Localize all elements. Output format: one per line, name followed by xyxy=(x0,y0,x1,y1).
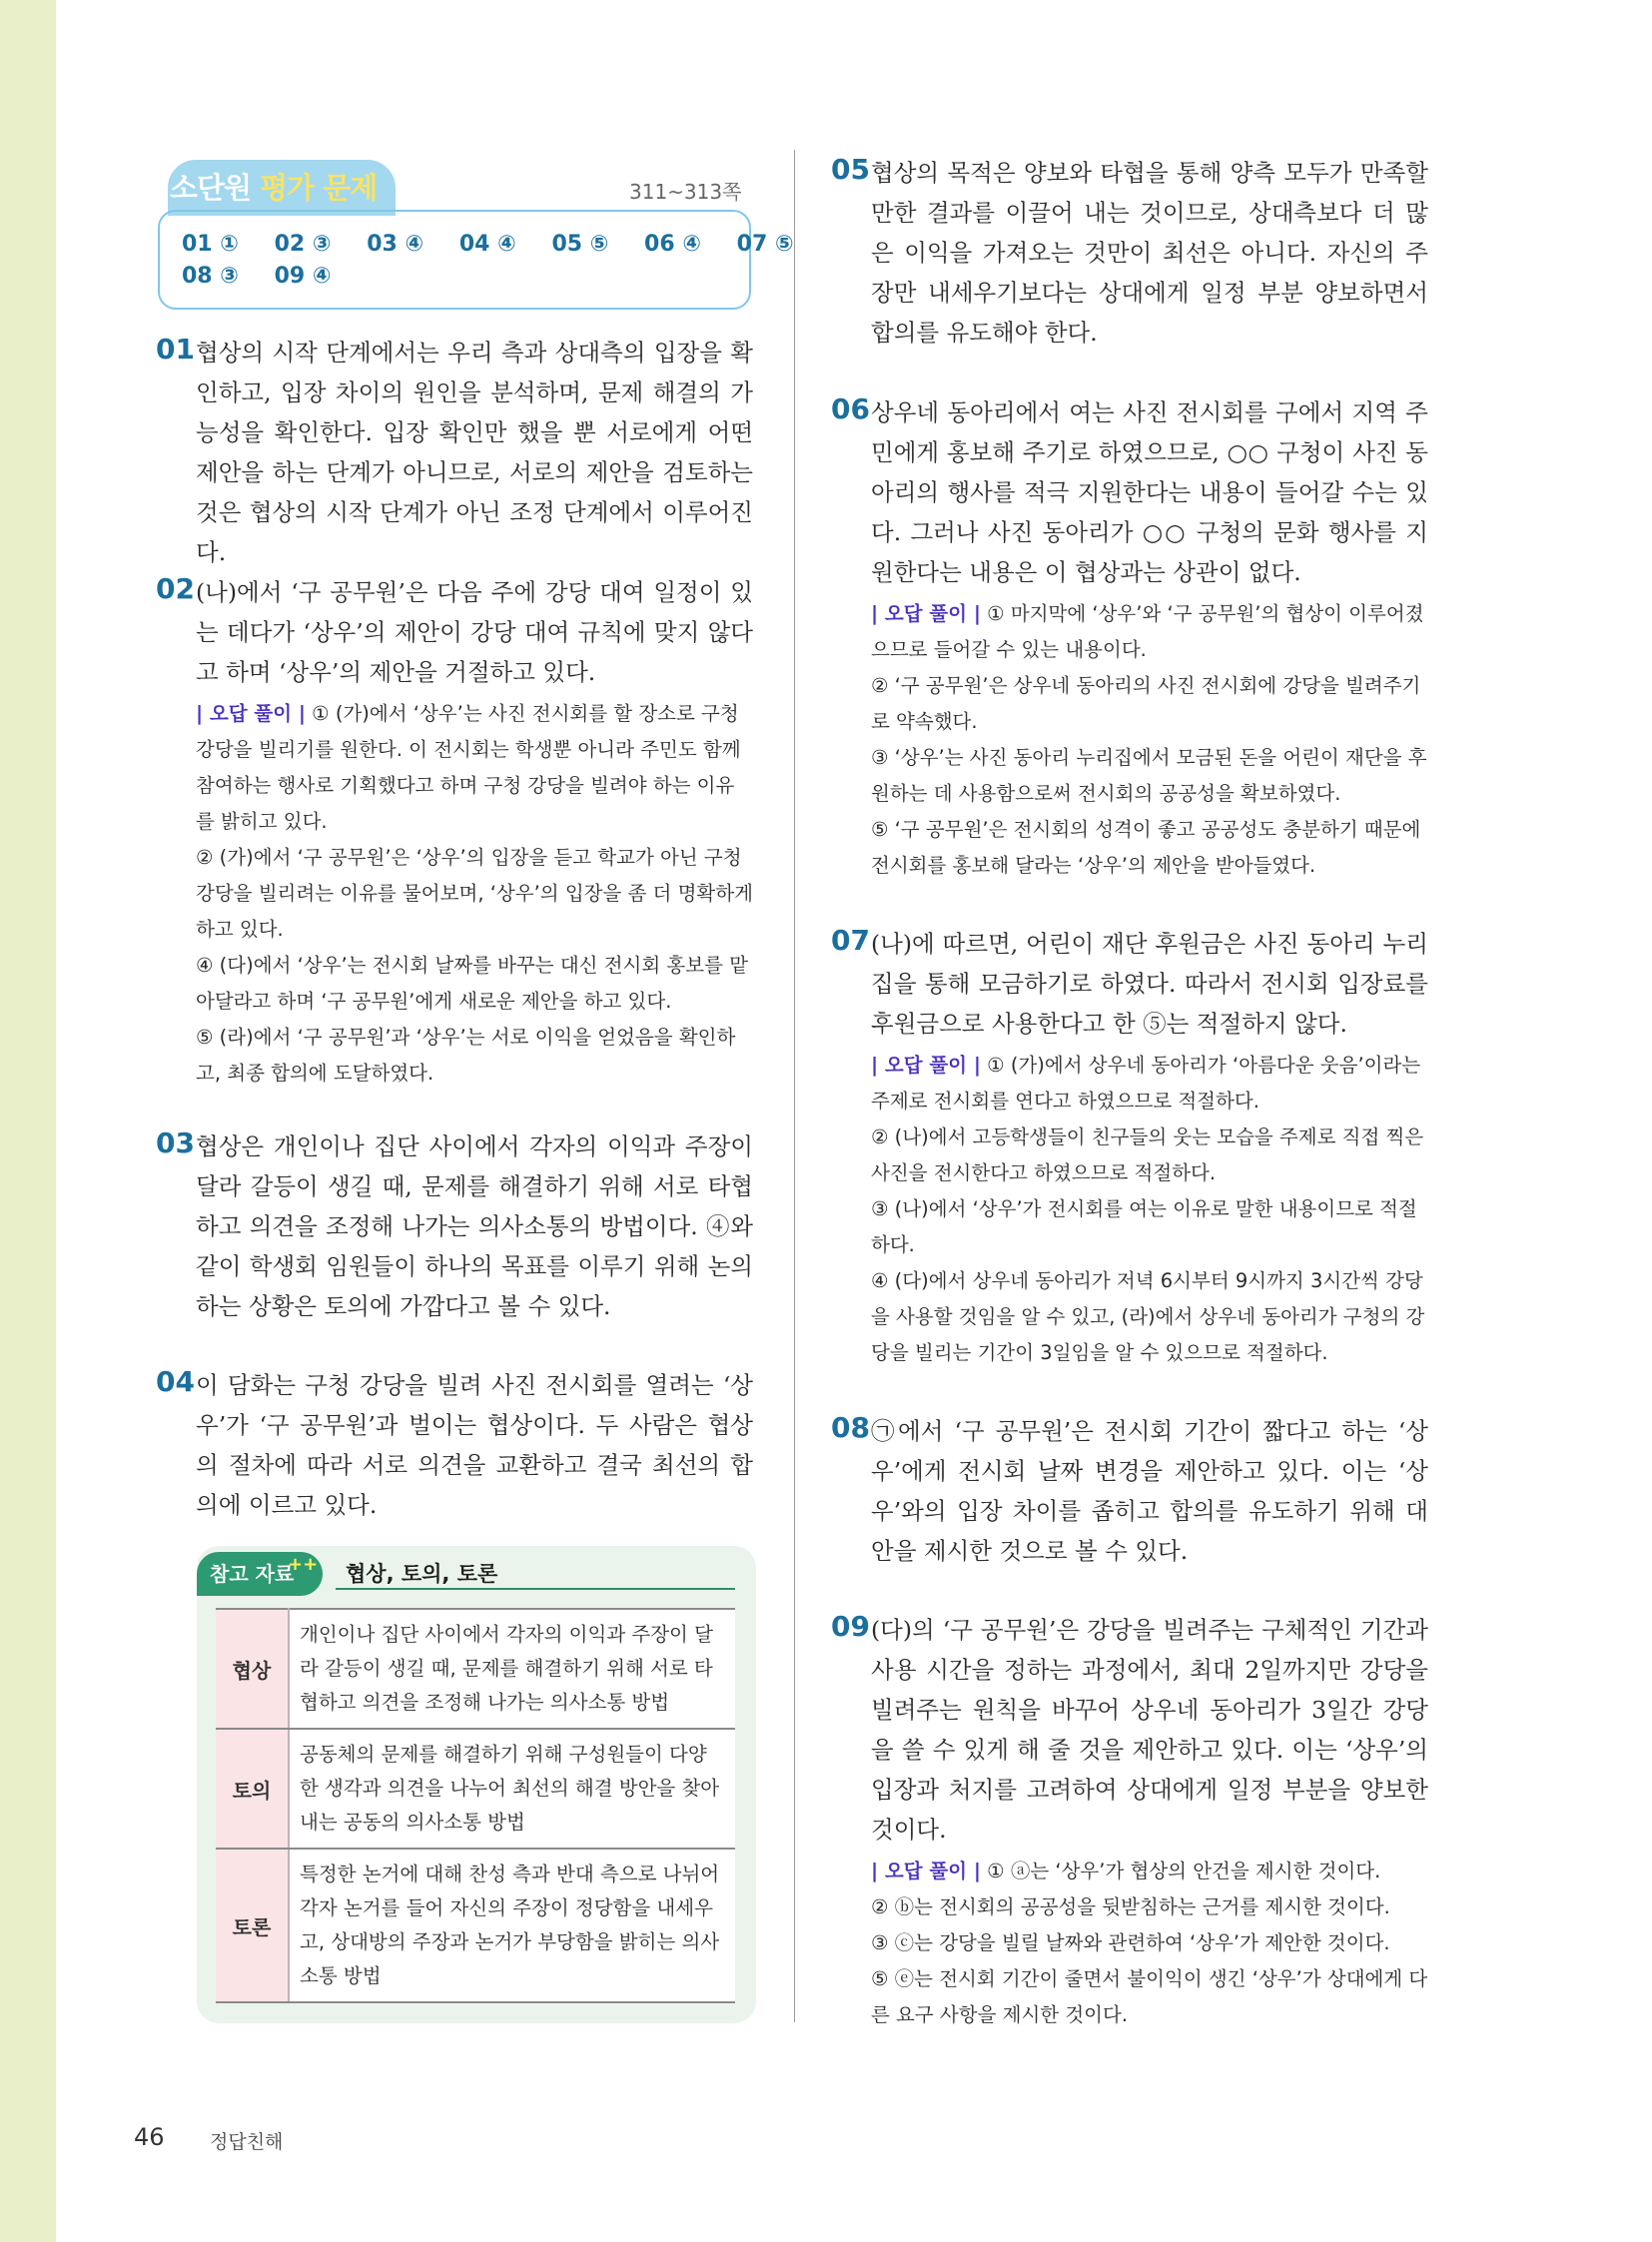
question-number: 09 xyxy=(831,1610,870,1643)
question-number: 02 xyxy=(156,572,195,605)
question-number: 01 xyxy=(156,333,195,366)
note-item: ③ ‘상우’는 사진 동아리 누리집에서 모금된 돈을 어린이 재단을 후원하는 데 사용함으로써 전시회의 공공성을 확보하였다. xyxy=(871,746,1427,805)
wrong-answer-label: | 오답 풀이 | xyxy=(871,1054,981,1077)
wrong-answer-label: | 오답 풀이 | xyxy=(871,602,981,625)
answer-key-row-1 xyxy=(182,232,822,257)
section-title: 소단원 평가 문제 xyxy=(170,171,378,205)
question-03 xyxy=(156,1126,753,1326)
note-item: | 오답 풀이 | ① (가)에서 상우네 동아리가 ‘아름다운 웃음’이라는 주제로 전시회를 연다고 하였으므로 적절하다. xyxy=(871,1054,1421,1113)
plus-icon: ++ xyxy=(288,1554,319,1575)
note-item: ② ‘구 공무원’은 상우네 동아리의 사진 전시회에 강당을 빌려주기로 약속했다. xyxy=(871,674,1421,733)
note-item: ② (가)에서 ‘구 공무원’은 ‘상우’의 입장을 듣고 학교가 아닌 구청 강당을 빌리려는 이유를 물어보며, ‘상우’의 입장을 좀 더 명확하게 하고 있다. xyxy=(196,846,753,941)
note-item: | 오답 풀이 | ① ⓐ는 ‘상우’가 협상의 안건을 제시한 것이다. xyxy=(871,1860,1381,1882)
note-item: ⑤ ‘구 공무원’은 전시회의 성격이 좋고 공공성도 충분하기 때문에 전시회를 홍보해 달라는 ‘상우’의 제안을 받아들였다. xyxy=(871,818,1421,877)
answer-02: 02 ③ xyxy=(274,232,332,257)
question-08 xyxy=(831,1411,1428,1571)
term-cell: 토의 xyxy=(216,1729,289,1849)
wrong-answer-notes xyxy=(871,1048,1428,1371)
table-row xyxy=(216,1609,735,1729)
wrong-answer-notes xyxy=(871,1854,1428,2033)
question-number: 03 xyxy=(156,1126,195,1159)
question-number: 07 xyxy=(831,924,870,957)
note-item: ⑤ ⓔ는 전시회 기간이 줄면서 불이익이 생긴 ‘상우’가 상대에게 다른 요구 사항을 제시한 것이다. xyxy=(871,1967,1428,2026)
wrong-answer-label: | 오답 풀이 | xyxy=(196,702,306,725)
note-item: ② ⓑ는 전시회의 공공성을 뒷받침하는 근거를 제시한 것이다. xyxy=(871,1895,1390,1918)
explanation-text: ㉠에서 ‘구 공무원’은 전시회 기간이 짧다고 하는 ‘상우’에게 전시회 날짜 변경을 제안하고 있다. 이는 ‘상우’와의 입장 차이를 좁히고 합의를 유도하기 위해 대안을 제시한 것으로 볼 수 있다. xyxy=(871,1417,1428,1565)
note-item: ④ (다)에서 상우네 동아리가 저녁 6시부터 9시까지 3시간씩 강당을 사용할 것임을 알 수 있고, (라)에서 상우네 동아리가 구청의 강당을 빌리는 기간이 3일임을 알 수 있으므로 적절하다. xyxy=(871,1269,1425,1364)
answer-03: 03 ④ xyxy=(367,232,424,257)
note-item: ③ (나)에서 ‘상우’가 전시회를 여는 이유로 말한 내용이므로 적절하다. xyxy=(871,1197,1417,1256)
answer-05: 05 ⑤ xyxy=(551,232,609,257)
page-number: 46 xyxy=(134,2123,165,2151)
term-cell: 협상 xyxy=(216,1609,289,1729)
note-item: ② (나)에서 고등학생들이 친구들의 웃는 모습을 주제로 직접 찍은 사진을 전시한다고 하였으므로 적절하다. xyxy=(871,1125,1424,1184)
question-02 xyxy=(156,572,753,1092)
note-item: ④ (다)에서 ‘상우’는 전시회 날짜를 바꾸는 대신 전시회 홍보를 맡아달라고 하며 ‘구 공무원’에게 새로운 제안을 하고 있다. xyxy=(196,954,748,1013)
reference-tab-label: 참고 자료 xyxy=(210,1562,295,1586)
answer-06: 06 ④ xyxy=(644,232,701,257)
explanation-text: (다)의 ‘구 공무원’은 강당을 빌려주는 구체적인 기간과 사용 시간을 정하는 과정에서, 최대 2일까지만 강당을 빌려주는 원칙을 바꾸어 상우네 동아리가 3일간 강당을 쓸 수 있게 해 줄 것을 제안하고 있다. 이는 ‘상우’의 입장과 처지를 고려하여 상대에게 일정 부분을 양보한 것이다. xyxy=(871,1616,1428,1844)
term-cell: 토론 xyxy=(216,1849,289,2002)
answer-09: 09 ④ xyxy=(274,264,332,289)
table-row xyxy=(216,1729,735,1849)
answer-08: 08 ③ xyxy=(182,264,239,289)
explanation-text: (나)에서 ‘구 공무원’은 다음 주에 강당 대여 일정이 있는 데다가 ‘상우’의 제안이 강당 대여 규칙에 맞지 않다고 하며 ‘상우’의 제안을 거절하고 있다. xyxy=(196,578,753,686)
definition-cell: 개인이나 집단 사이에서 각자의 이익과 주장이 달라 갈등이 생길 때, 문제를 해결하기 위해 서로 타협하고 의견을 조정해 나가는 의사소통 방법 xyxy=(289,1609,735,1729)
explanation-text: 협상의 목적은 양보와 타협을 통해 양측 모두가 만족할 만한 결과를 이끌어 내는 것이므로, 상대측보다 더 많은 이익을 가져오는 것만이 최선은 아니다. 자신의 주장만 내세우기보다는 상대에게 일정 부분 양보하면서 합의를 유도해야 한다. xyxy=(871,159,1428,347)
explanation-text: 협상은 개인이나 집단 사이에서 각자의 이익과 주장이 달라 갈등이 생길 때, 문제를 해결하기 위해 서로 타협하고 의견을 조정해 나가는 의사소통의 방법이다. ④와 같이 학생회 임원들이 하나의 목표를 이루기 위해 논의하는 상황은 토의에 가깝다고 볼 수 있다. xyxy=(196,1132,753,1320)
explanation-text: 상우네 동아리에서 여는 사진 전시회를 구에서 지역 주민에게 홍보해 주기로 하였으므로, ○○ 구청이 사진 동아리의 행사를 적극 지원한다는 내용이 들어갈 수는 있다. 그러나 사진 동아리가 ○○ 구청의 문화 행사를 지원한다는 내용은 이 협상과는 상관이 없다. xyxy=(871,398,1428,586)
question-01 xyxy=(156,333,753,572)
note-item: | 오답 풀이 | ① (가)에서 ‘상우’는 사진 전시회를 할 장소로 구청 강당을 빌리기를 원한다. 이 전시회는 학생뿐 아니라 주민도 함께 참여하는 행사로 기획했다고 하며 구청 강당을 빌려야 하는 이유를 밝히고 있다. xyxy=(196,702,741,833)
question-09 xyxy=(831,1610,1428,2033)
note-item: | 오답 풀이 | ① 마지막에 ‘상우’와 ‘구 공무원’의 협상이 이루어졌으므로 들어갈 수 있는 내용이다. xyxy=(871,602,1424,661)
question-number: 04 xyxy=(156,1365,195,1398)
question-number: 05 xyxy=(831,153,870,186)
note-item: ③ ⓒ는 강당을 빌릴 날짜와 관련하여 ‘상우’가 제안한 것이다. xyxy=(871,1931,1390,1954)
definition-cell: 특정한 논거에 대해 찬성 측과 반대 측으로 나뉘어 각자 논거를 들어 자신의 주장이 정당함을 내세우고, 상대방의 주장과 논거가 부당함을 밝히는 의사소통 방법 xyxy=(289,1849,735,2002)
question-04 xyxy=(156,1365,753,1525)
question-06 xyxy=(831,392,1428,884)
definition-cell: 공동체의 문제를 해결하기 위해 구성원들이 다양한 생각과 의견을 나누어 최선의 해결 방안을 찾아내는 공동의 의사소통 방법 xyxy=(289,1729,735,1849)
question-07 xyxy=(831,924,1428,1371)
explanation-text: (나)에 따르면, 어린이 재단 후원금은 사진 동아리 누리집을 통해 모금하기로 하였다. 따라서 전시회 입장료를 후원금으로 사용한다고 한 ⑤는 적절하지 않다. xyxy=(871,930,1428,1038)
question-number: 06 xyxy=(831,392,870,425)
table-row xyxy=(216,1849,735,2002)
reference-table xyxy=(216,1608,735,2003)
page-range: 311~313쪽 xyxy=(629,180,742,204)
answer-key-box xyxy=(158,210,751,310)
wrong-answer-notes xyxy=(871,596,1428,884)
explanation-text: 이 담화는 구청 강당을 빌려 사진 전시회를 열려는 ‘상우’가 ‘구 공무원’과 벌이는 협상이다. 두 사람은 협상의 절차에 따라 서로 의견을 교환하고 결국 최선의 합의에 이르고 있다. xyxy=(196,1371,753,1519)
answer-key-row-2 xyxy=(182,264,360,289)
side-strip xyxy=(0,0,56,2242)
note-item: ⑤ (라)에서 ‘구 공무원’과 ‘상우’는 서로 이익을 얻었음을 확인하고, 최종 합의에 도달하였다. xyxy=(196,1026,736,1085)
question-05 xyxy=(831,153,1428,353)
book-title: 정답친해 xyxy=(210,2131,284,2153)
wrong-answer-notes xyxy=(196,696,753,1092)
column-divider xyxy=(794,150,795,2022)
answer-04: 04 ④ xyxy=(458,232,516,257)
answer-01: 01 ① xyxy=(182,232,239,257)
reference-divider xyxy=(336,1588,735,1590)
question-number: 08 xyxy=(831,1411,870,1444)
explanation-text: 협상의 시작 단계에서는 우리 측과 상대측의 입장을 확인하고, 입장 차이의 원인을 분석하며, 문제 해결의 가능성을 확인한다. 입장 확인만 했을 뿐 서로에게 어떤 제안을 하는 단계가 아니므로, 서로의 제안을 검토하는 것은 협상의 시작 단계가 아닌 조정 단계에서 이루어진다. xyxy=(196,339,753,566)
reference-title: 협상, 토의, 토론 xyxy=(346,1562,498,1586)
answer-07: 07 ⑤ xyxy=(736,232,794,257)
wrong-answer-label: | 오답 풀이 | xyxy=(871,1860,981,1882)
